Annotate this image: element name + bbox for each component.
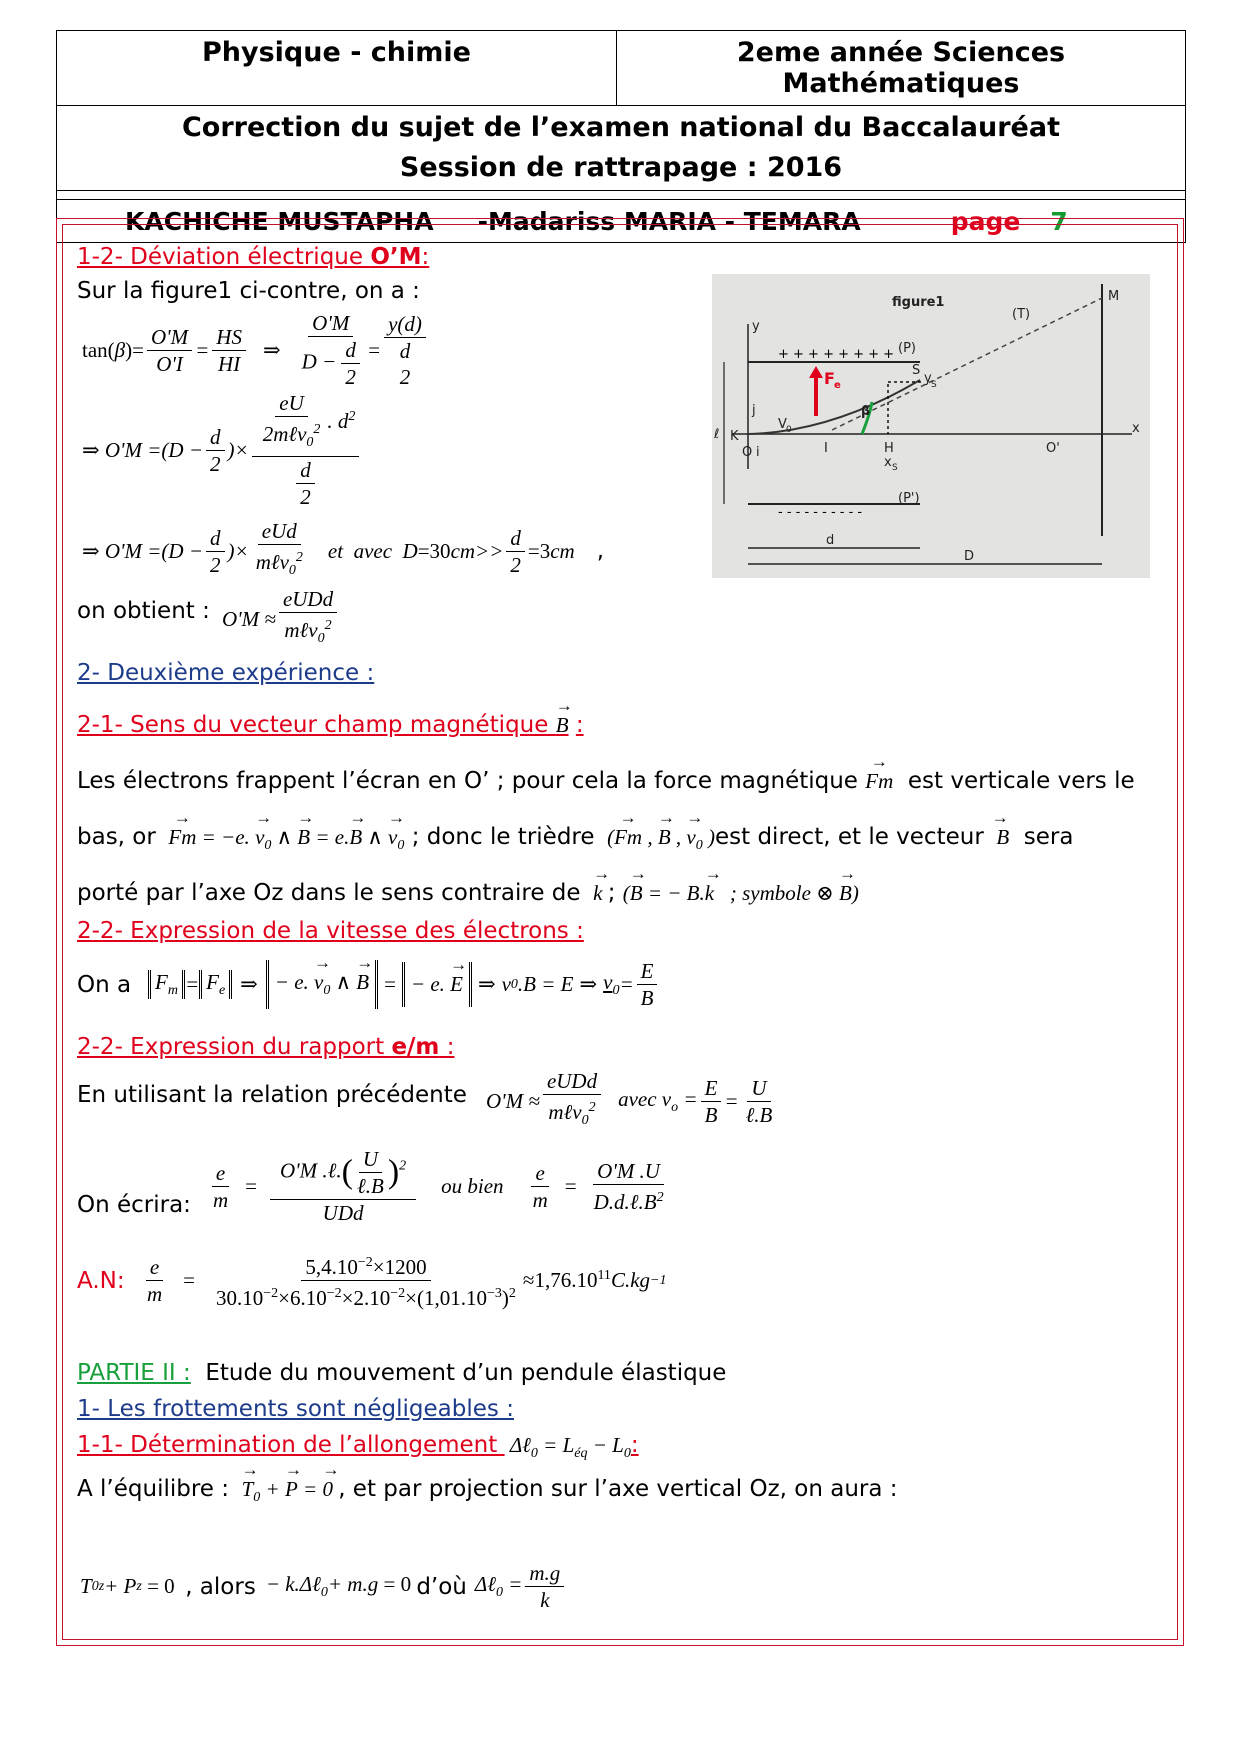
lbl-V0-sub: 0 [786, 425, 792, 435]
lbl-O: O [742, 445, 753, 460]
p3a: porté par l’axe Oz dans le sens contraire de [77, 880, 581, 906]
header-table [56, 30, 1186, 243]
minus-signs: - - - - - - - - - - [778, 505, 863, 520]
page-label: page [950, 206, 1021, 236]
equilibre-b: , et par projection sur l’axe vertical Oz, on aura : [338, 1476, 898, 1502]
section-2-1-title: 2-1- Sens du vecteur champ magnétique → B : [77, 712, 584, 738]
subject: Physique - chimie [57, 31, 617, 105]
lbl-x: x [1132, 421, 1140, 436]
header-row-1 [57, 31, 1185, 106]
s22b-colon: : [439, 1034, 455, 1060]
s11-label: 1-1- Détermination de l’allongement [77, 1432, 505, 1458]
section-2-1-colon: : [575, 712, 584, 738]
s22b-em: e/m [391, 1034, 440, 1060]
lbl-D: D [964, 549, 975, 564]
equation-velocity: $F_m$ = $F_e$ ⇒ − e. → $v_0$ ∧ → B = − e. → E ⇒ v 0 .B = E ⇒ $v_0$ = $\frac{E}{B}$ [148, 958, 660, 1011]
lbl-M: M [1108, 289, 1120, 304]
alors-text: , alors [185, 1573, 256, 1600]
lbl-Fe: F [824, 369, 835, 388]
lbl-i: i [756, 445, 760, 460]
equation-tan-beta: tan( β )= $\frac{O'M}{O'I}$ = $\frac{HS}{HI}$ ⇒ O'M D − $\frac{d}{2}$ = y(d) d 2 [82, 310, 429, 390]
equation-numeric: $\frac{e}{m}$ = $\frac{5,4.10^{-2}\times 1200}{30.10^{-2}\times 6.10^{-2}\times 2.10^{-2}\times(1,01.10^{-3})^2}$ $\approx 1,76.10^{11}$ C.kg −1 [140, 1250, 666, 1311]
on-obtient-text: on obtient : [77, 598, 210, 624]
s22b-label: 2-2- Expression du rapport [77, 1034, 392, 1060]
section-1-2-om: O’M [370, 244, 422, 270]
section-1-2-label: 1-2- Déviation électrique [77, 244, 371, 270]
p1b: est verticale vers le [907, 768, 1135, 794]
partie-2-text: Etude du mouvement d’un pendule élastique [205, 1360, 727, 1386]
equilibre-a: A l’équilibre : [77, 1476, 230, 1502]
paragraph-line-1: Les électrons frappent l’écran en O’ ; pour cela la force magnétique → Fm est verticale vers le [77, 768, 1135, 794]
s11-colon: : [630, 1432, 639, 1458]
lbl-j: j [752, 403, 756, 418]
lbl-Fe-sub: e [834, 380, 841, 391]
lbl-S: S [912, 363, 921, 378]
header-row-2 [57, 106, 1185, 191]
lbl-Oprime: O' [1046, 441, 1060, 456]
level: 2eme année Sciences Mathématiques [736, 37, 1066, 99]
document-title [57, 106, 1185, 190]
dou-text: d’où [416, 1573, 467, 1600]
section-1-2-intro: Sur la figure1 ci-contre, on a : [77, 278, 420, 304]
school-name: -Madariss MARIA - TEMARA [477, 206, 861, 236]
lbl-ys-sub: S [931, 380, 937, 390]
equation-relation: O'M ≈ $\frac{\text{eUDd}}{m\ell v_0^2}$ avec $v_o$ = $\frac{E}{B}$ = $\frac{U}{\text{ℓ.B}}$ [486, 1069, 773, 1129]
equation-em-ratio: $\frac{e}{m}$ = O'M .ℓ.( $\frac{U}{\text{ℓ.B}}$ )$^2$ UDd ou bien $\frac{e}{m}$ = $\frac{O'M .U}{D.d.\ell.B^2}$ [213, 1147, 664, 1225]
lbl-H: H [884, 441, 894, 456]
section-1-1-title: 1-1- Détermination de l’allongement Δℓ$_0$ = $L_{éq} - L_0$: [77, 1432, 639, 1462]
lbl-d: d [826, 533, 835, 548]
equation-om-step2: ⇒ O'M =(D − $\frac{d}{2}$ )× $\frac{\text{eUd}}{m\ell v_0^2}$ et avec D =30 cm>> $\frac{d}{2}$ =3 cm , [82, 519, 605, 579]
partie-2-label: PARTIE II : [77, 1360, 191, 1386]
section-2-2b-title [77, 1034, 454, 1060]
lbl-V0: V [778, 417, 787, 432]
on-ecrira-text: On écrira: [77, 1192, 191, 1218]
section-1-2-colon: : [421, 244, 430, 270]
equilibre-line: A l’équilibre : → $T_0$ + → P = → 0 , et par projection sur l’axe vertical Oz, on aura : [77, 1476, 898, 1506]
lbl-ys: y [924, 371, 932, 386]
equation-om-step1: ⇒ O'M =(D − $\frac{d}{2}$ )× $\frac{eU}{2m\ell v_0^2}$ . $d^2$ $\frac{d}{2}$ [82, 390, 362, 510]
section-2-title: 2- Deuxième expérience : [77, 660, 375, 686]
title-line-2: Session de rattrapage : 2016 [399, 152, 843, 183]
an-label: A.N: [77, 1268, 125, 1294]
plus-signs: + + + + + + + + [778, 347, 895, 362]
paragraph-line-3: porté par l’axe Oz dans le sens contraire de → k ; (→ B = − B.→ k ; symbole ⊗ → B) [77, 880, 859, 906]
lbl-I: I [824, 441, 828, 456]
equation-om-result: O'M ≈ $\frac{\text{eUDd}}{m\ell v_0^2}$ [222, 586, 340, 652]
partie-2-line [77, 1360, 726, 1386]
p2a: bas, or [77, 824, 156, 850]
paragraph-line-2: bas, or → Fm = −e. → $v_0$ ∧ → B = e.→ B ∧ → $v_0$ ; donc le trièdre (→ Fm , → B , → $v_0$ )est direct, et le vecteur → B sera [77, 824, 1073, 854]
lbl-K: K [730, 429, 739, 444]
p2d: sera [1023, 824, 1074, 850]
fig-caption: figure1 [892, 295, 945, 310]
comma: , [596, 538, 605, 565]
lbl-xs-sub: S [892, 463, 898, 473]
lbl-xs: x [884, 455, 892, 470]
lbl-beta: β [861, 404, 871, 419]
on-a-text: On a [77, 972, 132, 998]
lbl-P: (P) [898, 341, 916, 356]
section-1-title: 1- Les frottements sont négligeables : [77, 1396, 514, 1422]
section-1-2-title [77, 244, 429, 270]
p2c: est direct, et le vecteur [715, 824, 984, 850]
lbl-ell: ℓ [714, 427, 720, 442]
title-line-1: Correction du sujet de l’examen national du Baccalauréat [181, 112, 1060, 143]
lbl-P2: (P') [898, 491, 920, 506]
equation-equilibrium: T 0z + P z = 0 , alors − k.Δℓ$_0$+ m.g = 0 d’où Δℓ$_0$ = $\frac{m.g}{k}$ [80, 1560, 567, 1613]
lbl-T: (T) [1012, 307, 1031, 322]
section-2-2-title: 2-2- Expression de la vitesse des électrons : [77, 918, 584, 944]
p1a: Les électrons frappent l’écran en O’ ; pour cela la force magnétique [77, 768, 858, 794]
author-name: KACHICHE MUSTAPHA [125, 206, 434, 236]
figure-1-diagram [712, 274, 1150, 578]
p2b: ; donc le trièdre [411, 824, 595, 850]
relation-text: En utilisant la relation précédente [77, 1082, 467, 1108]
section-2-1-label: 2-1- Sens du vecteur champ magnétique [77, 712, 556, 738]
header-gap [57, 191, 1185, 200]
page-number: 7 [1050, 206, 1068, 236]
lbl-y: y [752, 319, 760, 334]
